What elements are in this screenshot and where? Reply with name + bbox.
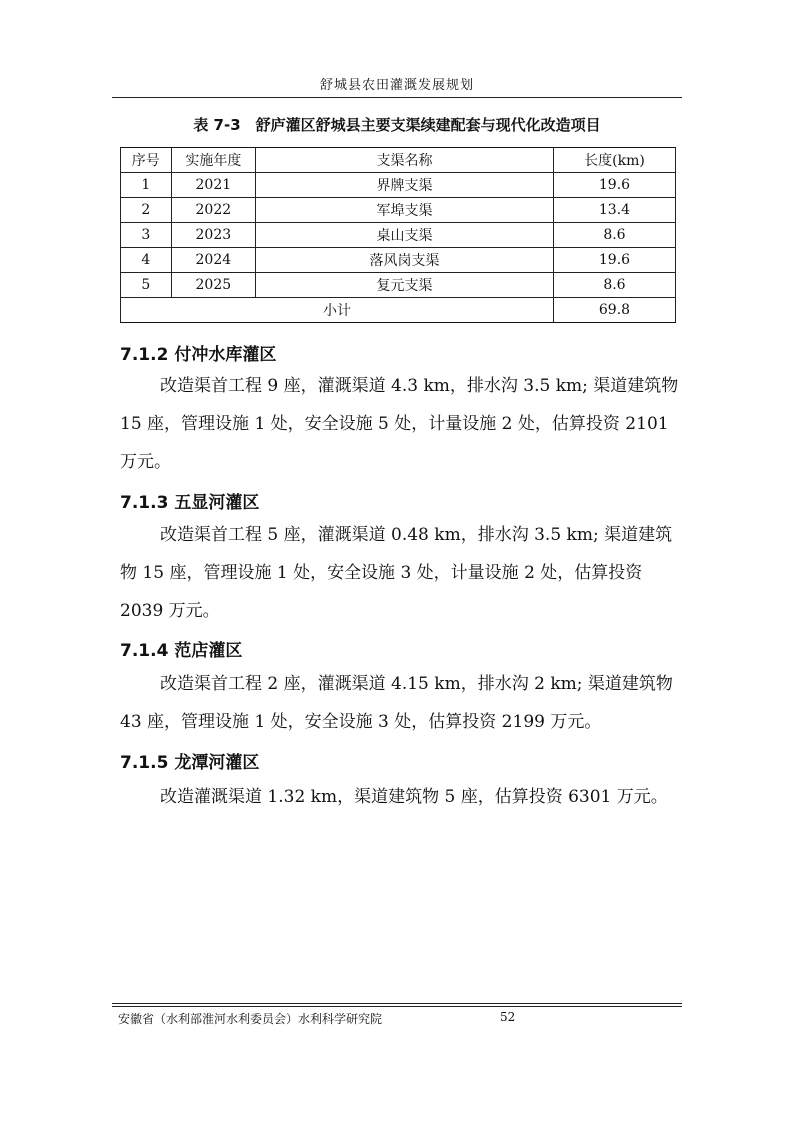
cell-length: 8.6 — [553, 273, 675, 298]
cell-no: 1 — [121, 173, 172, 198]
cell-name: 界牌支渠 — [256, 173, 554, 198]
cell-length: 19.6 — [553, 173, 675, 198]
cell-name: 复元支渠 — [256, 273, 554, 298]
col-header-no: 序号 — [121, 148, 172, 173]
cell-name: 落风岗支渠 — [256, 248, 554, 273]
table-row — [121, 248, 676, 273]
subtotal-label: 小计 — [121, 298, 554, 323]
header-rule — [112, 97, 682, 98]
section-body-7-1-3 — [120, 516, 682, 630]
table-header-row — [121, 148, 676, 173]
table-row — [121, 198, 676, 223]
section-heading-7-1-3: 7.1.3 五显河灌区 — [120, 493, 260, 513]
footer-rule — [112, 1006, 682, 1007]
cell-no: 2 — [121, 198, 172, 223]
paragraph: 改造渠首工程 9 座，灌溉渠道 4.3 km，排水沟 3.5 km; 渠道建筑物 15 座，管理设施 1 处，安全设施 5 处，计量设施 2 处，估算投资 2101 万元。 — [120, 376, 679, 472]
cell-year: 2022 — [171, 198, 255, 223]
cell-year: 2023 — [171, 223, 255, 248]
footer-rule — [112, 1003, 682, 1004]
col-header-year: 实施年度 — [171, 148, 255, 173]
cell-length: 8.6 — [553, 223, 675, 248]
cell-no: 3 — [121, 223, 172, 248]
paragraph: 改造渠首工程 5 座，灌溉渠道 0.48 km，排水沟 3.5 km; 渠道建筑物 15 座，管理设施 1 处，安全设施 3 处，计量设施 2 处，估算投资 2039 万元。 — [120, 525, 673, 621]
paragraph: 改造渠首工程 2 座，灌溉渠道 4.15 km，排水沟 2 km; 渠道建筑物 43 座，管理设施 1 处，安全设施 3 处，估算投资 2199 万元。 — [120, 674, 673, 732]
section-heading-7-1-2: 7.1.2 付冲水库灌区 — [120, 345, 277, 365]
table-row — [121, 223, 676, 248]
cell-year: 2025 — [171, 273, 255, 298]
running-header: 舒城县农田灌溉发展规划 — [319, 78, 474, 93]
col-header-length: 长度(km) — [553, 148, 675, 173]
footer-org: 安徽省（水利部淮河水利委员会）水利科学研究院 — [118, 1012, 383, 1026]
subtotal-value: 69.8 — [553, 298, 675, 323]
section-body-7-1-4 — [120, 665, 682, 741]
subtotal-row — [121, 298, 676, 323]
cell-no: 4 — [121, 248, 172, 273]
cell-year: 2021 — [171, 173, 255, 198]
cell-length: 13.4 — [553, 198, 675, 223]
cell-name: 桌山支渠 — [256, 223, 554, 248]
cell-name: 军埠支渠 — [256, 198, 554, 223]
table-row — [121, 273, 676, 298]
cell-no: 5 — [121, 273, 172, 298]
table-row — [121, 173, 676, 198]
project-table — [120, 147, 676, 323]
table-caption: 表 7-3 舒庐灌区舒城县主要支渠续建配套与现代化改造项目 — [193, 116, 601, 134]
cell-year: 2024 — [171, 248, 255, 273]
section-body-7-1-5 — [120, 778, 682, 816]
page-number: 52 — [500, 1010, 516, 1024]
section-heading-7-1-5: 7.1.5 龙潭河灌区 — [120, 753, 260, 773]
col-header-name: 支渠名称 — [256, 148, 554, 173]
section-heading-7-1-4: 7.1.4 范店灌区 — [120, 641, 243, 661]
paragraph: 改造灌溉渠道 1.32 km，渠道建筑物 5 座，估算投资 6301 万元。 — [160, 787, 668, 807]
section-body-7-1-2 — [120, 367, 682, 481]
cell-length: 19.6 — [553, 248, 675, 273]
